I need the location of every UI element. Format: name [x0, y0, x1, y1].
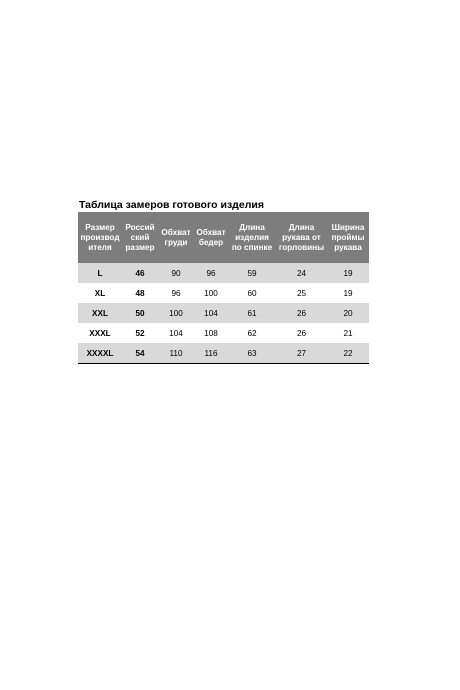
table-row — [78, 263, 369, 283]
table-title: Таблица замеров готового изделия — [79, 199, 264, 211]
header-chest-girth: Обхват груди — [158, 212, 194, 263]
cell-hip-girth: 104 — [194, 303, 228, 323]
cell-back-length: 60 — [247, 288, 257, 298]
cell-armhole-width: 22 — [327, 343, 369, 364]
cell-chest-girth: 104 — [169, 328, 183, 338]
header-sleeve-length: Длина рукава от горловины — [276, 212, 327, 263]
cell-sleeve-length: 26 — [276, 303, 327, 323]
header-hip-girth: Обхват бедер — [194, 212, 228, 263]
cell-manufacturer-size: XXXL — [89, 328, 111, 338]
cell-sleeve-length: 26 — [296, 328, 307, 338]
cell-sleeve-length: 24 — [276, 263, 327, 283]
header-back-length: Длина изделия по спинке — [228, 212, 276, 263]
cell-russian-size: 46 — [122, 263, 158, 283]
cell-sleeve-length: 25 — [296, 288, 307, 298]
cell-back-length: 61 — [228, 303, 276, 323]
cell-russian-size: 54 — [122, 343, 158, 364]
cell-manufacturer-size: XXXXL — [78, 343, 122, 364]
cell-hip-girth: 96 — [194, 263, 228, 283]
cell-armhole-width: 21 — [343, 328, 353, 338]
cell-armhole-width: 19 — [343, 288, 353, 298]
cell-manufacturer-size: L — [78, 263, 122, 283]
size-chart-table — [78, 212, 369, 364]
cell-chest-girth: 96 — [171, 288, 181, 298]
header-russian-size: Россий ский размер — [122, 212, 158, 263]
cell-sleeve-length: 27 — [276, 343, 327, 364]
cell-chest-girth: 110 — [158, 343, 194, 364]
cell-manufacturer-size: XXL — [78, 303, 122, 323]
cell-hip-girth: 116 — [194, 343, 228, 364]
table-row — [78, 283, 369, 303]
cell-armhole-width: 20 — [327, 303, 369, 323]
header-manufacturer-size: Размер производ ителя — [78, 212, 122, 263]
table-row — [78, 303, 369, 323]
cell-russian-size: 50 — [122, 303, 158, 323]
cell-back-length: 59 — [228, 263, 276, 283]
cell-manufacturer-size: XL — [94, 288, 106, 298]
cell-russian-size: 52 — [135, 328, 145, 338]
header-armhole-width: Ширина проймы рукава — [327, 212, 369, 263]
cell-chest-girth: 100 — [158, 303, 194, 323]
cell-russian-size: 48 — [135, 288, 145, 298]
cell-back-length: 62 — [247, 328, 257, 338]
cell-chest-girth: 90 — [158, 263, 194, 283]
cell-back-length: 63 — [228, 343, 276, 364]
cell-armhole-width: 19 — [327, 263, 369, 283]
cell-hip-girth: 108 — [204, 328, 218, 338]
cell-hip-girth: 100 — [204, 288, 218, 298]
header-row — [78, 212, 369, 263]
table-row — [78, 323, 369, 343]
table-row — [78, 343, 369, 364]
